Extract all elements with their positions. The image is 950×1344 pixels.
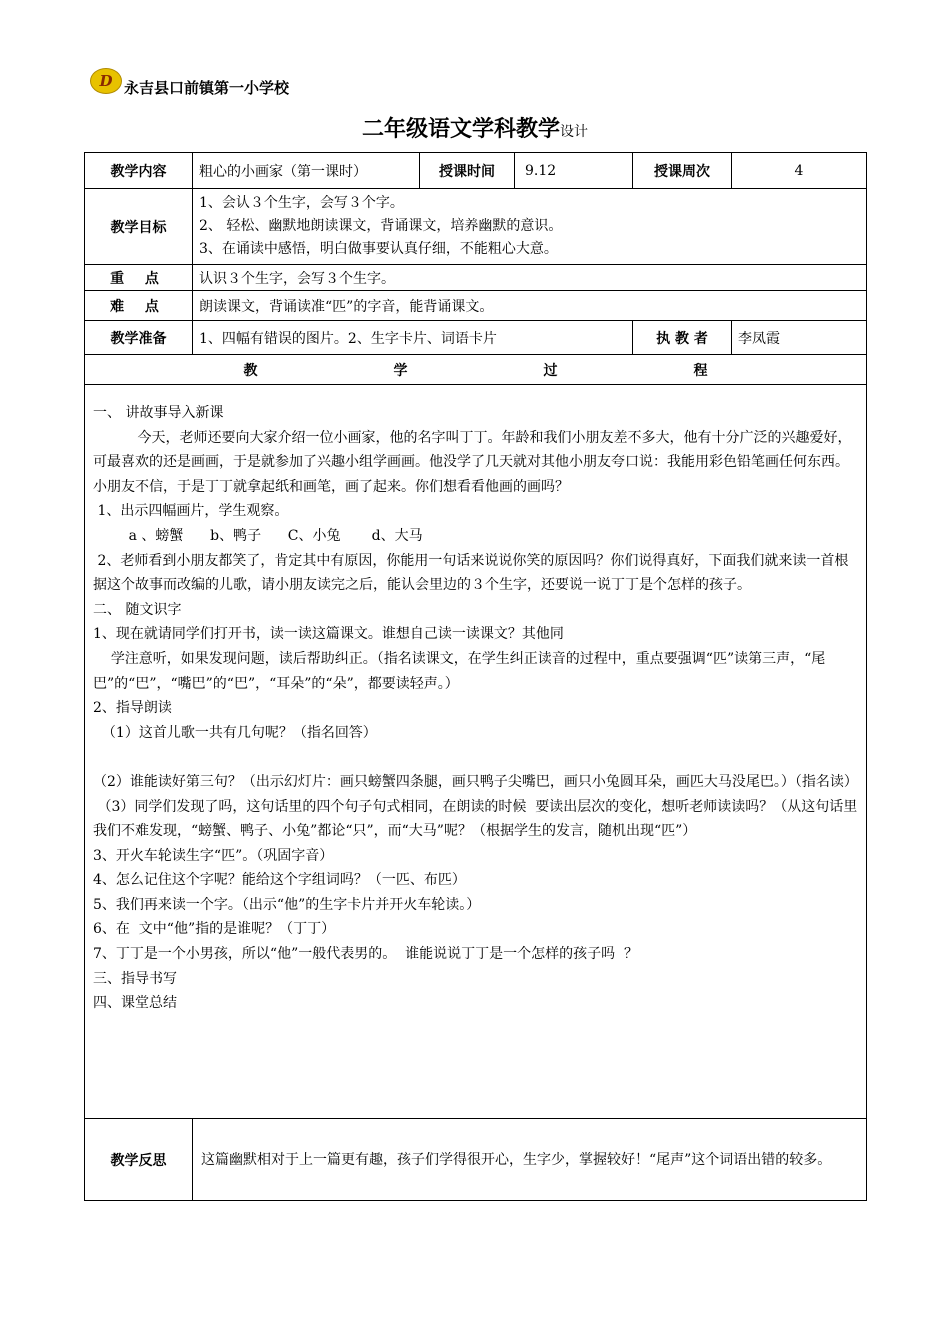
content-value: 粗心的小画家（第一课时） <box>193 153 420 189</box>
prep-label: 教学准备 <box>85 321 193 355</box>
prep-value: 1、四幅有错误的图片。2、生字卡片、词语卡片 <box>193 321 633 355</box>
process-line: 6、在 文中“他”指的是谁呢？（丁丁） <box>93 921 336 938</box>
process-header-char: 过 <box>543 362 558 379</box>
process-line: 7、丁丁是一个小男孩，所以“他”一般代表男的。 谁能说说丁丁是一个怎样的孩子吗 ？ <box>93 946 639 963</box>
process-line: 三、指导书写 <box>93 970 177 987</box>
school-name: 永吉县口前镇第一小学校 <box>124 78 290 97</box>
process-line: a 、螃蟹 b、鸭子 C、小兔 d、大马 <box>93 527 423 544</box>
process-line: 4、怎么记住这个字呢？能给这个字组词吗？（一匹、布匹） <box>93 872 466 889</box>
teacher-label: 执 教 者 <box>633 321 732 355</box>
row-content <box>85 153 867 189</box>
time-label: 授课时间 <box>420 153 515 189</box>
process-header <box>85 355 867 385</box>
time-value: 9.12 <box>515 153 633 189</box>
week-value: 4 <box>732 153 867 189</box>
title-main: 二年级语文学科教学 <box>361 117 560 142</box>
row-process-body <box>85 385 867 1119</box>
key-label: 重 点 <box>85 265 193 291</box>
row-difficulty <box>85 291 867 321</box>
process-line: （1）这首儿歌一共有几句呢？（指名回答） <box>93 724 377 741</box>
process-line: （3）同学们发现了吗，这句话里的四个句子句式相同，在朗读的时候 要读出层次的变化，想听老师读读吗？（从这句话里我们不难发现，“螃蟹、鸭子、小兔”都论“只”，而“大马”呢？（根据学生的发言，随机出现“匹”） <box>93 798 858 840</box>
row-reflection <box>85 1119 867 1201</box>
goal-item: 1、会认３个生字，会写３个字。 <box>199 195 404 211</box>
school-logo-icon: D <box>90 68 122 94</box>
process-line: 二、 随文识字 <box>93 601 182 618</box>
row-process-header <box>85 355 867 385</box>
process-line: （2）谁能读好第三句？（出示幻灯片：画只螃蟹四条腿，画只鸭子尖嘴巴，画只小兔圆耳朵，画匹大马没尾巴。）（指名读） <box>93 749 858 790</box>
lesson-plan-table <box>84 152 867 1201</box>
reflection-label: 教学反思 <box>85 1119 193 1201</box>
teacher-value: 李凤霞 <box>732 321 867 355</box>
difficulty-label: 难 点 <box>85 291 193 321</box>
process-header-char: 教 <box>243 362 258 379</box>
page-title <box>0 112 950 143</box>
reflection-text: 这篇幽默相对于上一篇更有趣，孩子们学得很开心，生字少，掌握较好！“尾声”这个词语出错的较多。 <box>193 1119 867 1201</box>
process-line: 四、课堂总结 <box>93 995 177 1012</box>
process-line: 5、我们再来读一个字。（出示“他”的生字卡片并开火车轮读。） <box>93 896 481 913</box>
process-line: 1、现在就请同学们打开书，读一读这篇课文。谁想自己读一读课文？其他同 <box>93 626 564 643</box>
process-header-char: 程 <box>693 362 708 379</box>
content-label: 教学内容 <box>85 153 193 189</box>
process-line: 2、指导朗读 <box>93 700 172 717</box>
goal-item: 3、在诵读中感悟，明白做事要认真仔细，不能粗心大意。 <box>199 241 558 257</box>
goal-list <box>193 189 867 265</box>
week-label: 授课周次 <box>633 153 732 189</box>
school-header <box>90 66 289 96</box>
process-line: 3、开火车轮读生字“匹”。（巩固字音） <box>93 847 334 864</box>
process-header-char: 学 <box>393 362 408 379</box>
goal-label: 教学目标 <box>85 189 193 265</box>
goal-item: 2、 轻松、幽默地朗读课文，背诵课文，培养幽默的意识。 <box>199 218 563 234</box>
row-prep <box>85 321 867 355</box>
difficulty-value: 朗读课文，背诵读准“匹”的字音，能背诵课文。 <box>193 291 867 321</box>
process-line: 一、 讲故事导入新课 <box>93 405 224 421</box>
key-value: 认识３个生字，会写３个生字。 <box>193 265 867 291</box>
process-body <box>85 385 867 1119</box>
process-line: 1、出示四幅画片，学生观察。 <box>93 503 289 520</box>
row-key <box>85 265 867 291</box>
process-line: 今天，老师还要向大家介绍一位小画家，他的名字叫丁丁。年龄和我们小朋友差不多大，他有十分广泛的兴趣爱好，可最喜欢的还是画画，于是就参加了兴趣小组学画画。他没学了几天就对其他小朋友夸口说：我能用彩色铅笔画任何东西。小朋友不信，于是丁丁就拿起纸和画笔，画了起来。你们想看看他画的画吗？ <box>93 429 852 495</box>
process-line: 学注意听，如果发现问题，读后帮助纠正。（指名读课文，在学生纠正读音的过程中，重点要强调“匹”读第三声，“尾巴”的“巴”，“嘴巴”的“巴”，“耳朵”的“朵”，都要读轻声。） <box>93 650 826 692</box>
process-line: 2、老师看到小朋友都笑了，肯定其中有原因，你能用一句话来说说你笑的原因吗？你们说得真好，下面我们就来读一首根据这个故事而改编的儿歌，请小朋友读完之后，能认会里边的３个生字，还要说一说丁丁是个怎样的孩子。 <box>93 552 849 594</box>
row-goals <box>85 189 867 265</box>
title-suffix: 设计 <box>560 124 588 140</box>
